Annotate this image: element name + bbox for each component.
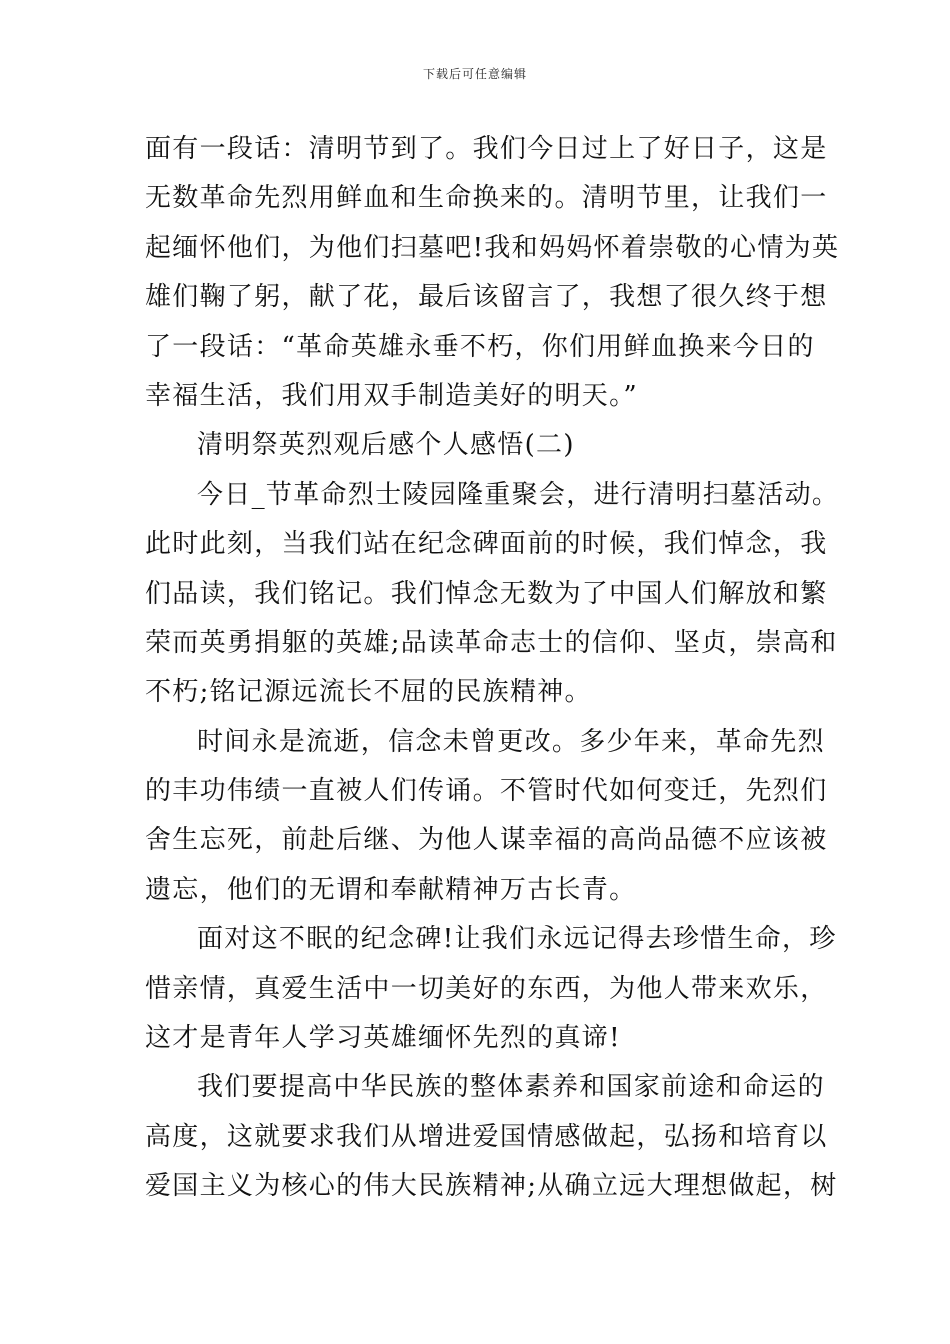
text-line: 雄们鞠了躬，献了花，最后该留言了，我想了很久终于想 [145,282,828,313]
text-line: 时间永是流逝，信念未曾更改。多少年来，革命先烈 [197,726,825,757]
text-line: 面对这不眠的纪念碑!让我们永远记得去珍惜生命，珍 [197,924,837,955]
section-heading: 清明祭英烈观后感个人感悟(二) [197,430,575,461]
text-line: 惜亲情，真爱生活中一切美好的东西，为他人带来欢乐， [145,973,828,1004]
text-line: 不朽;铭记源远流长不屈的民族精神。 [145,677,592,708]
text-line: 爱国主义为核心的伟大民族精神;从确立远大理想做起，树 [145,1171,838,1202]
text-line: 无数革命先烈用鲜血和生命换来的。清明节里，让我们一 [145,183,828,214]
text-line: 起缅怀他们，为他们扫墓吧!我和妈妈怀着崇敬的心情为英 [145,232,840,263]
text-line: 荣而英勇捐躯的英雄;品读革命志士的信仰、坚贞，崇高和 [145,627,838,658]
text-line: 了一段话：“革命英雄永垂不朽，你们用鲜血换来今日的 [145,331,815,362]
text-line: 此时此刻，当我们站在纪念碑面前的时候，我们悼念，我 [145,529,828,560]
text-line: 这才是青年人学习英雄缅怀先烈的真谛! [145,1023,621,1054]
text-line: 舍生忘死，前赴后继、为他人谋幸福的高尚品德不应该被 [145,825,828,856]
document-body [145,125,840,1212]
text-line: 们品读，我们铭记。我们悼念无数为了中国人们解放和繁 [145,578,828,609]
text-line: 遗忘，他们的无谓和奉献精神万古长青。 [145,874,637,905]
text-line: 高度，这就要求我们从增进爱国情感做起，弘扬和培育以 [145,1121,828,1152]
text-line: 我们要提高中华民族的整体素养和国家前途和命运的 [197,1072,825,1103]
text-line: 今日_节革命烈士陵园隆重聚会，进行清明扫墓活动。 [197,479,840,510]
text-line: 的丰功伟绩一直被人们传诵。不管时代如何变迁，先烈们 [145,776,828,807]
text-line: 面有一段话：清明节到了。我们今日过上了好日子，这是 [145,134,828,164]
header-note: 下载后可任意编辑 [422,67,527,81]
text-line: 幸福生活，我们用双手制造美好的明天。” [145,380,638,411]
